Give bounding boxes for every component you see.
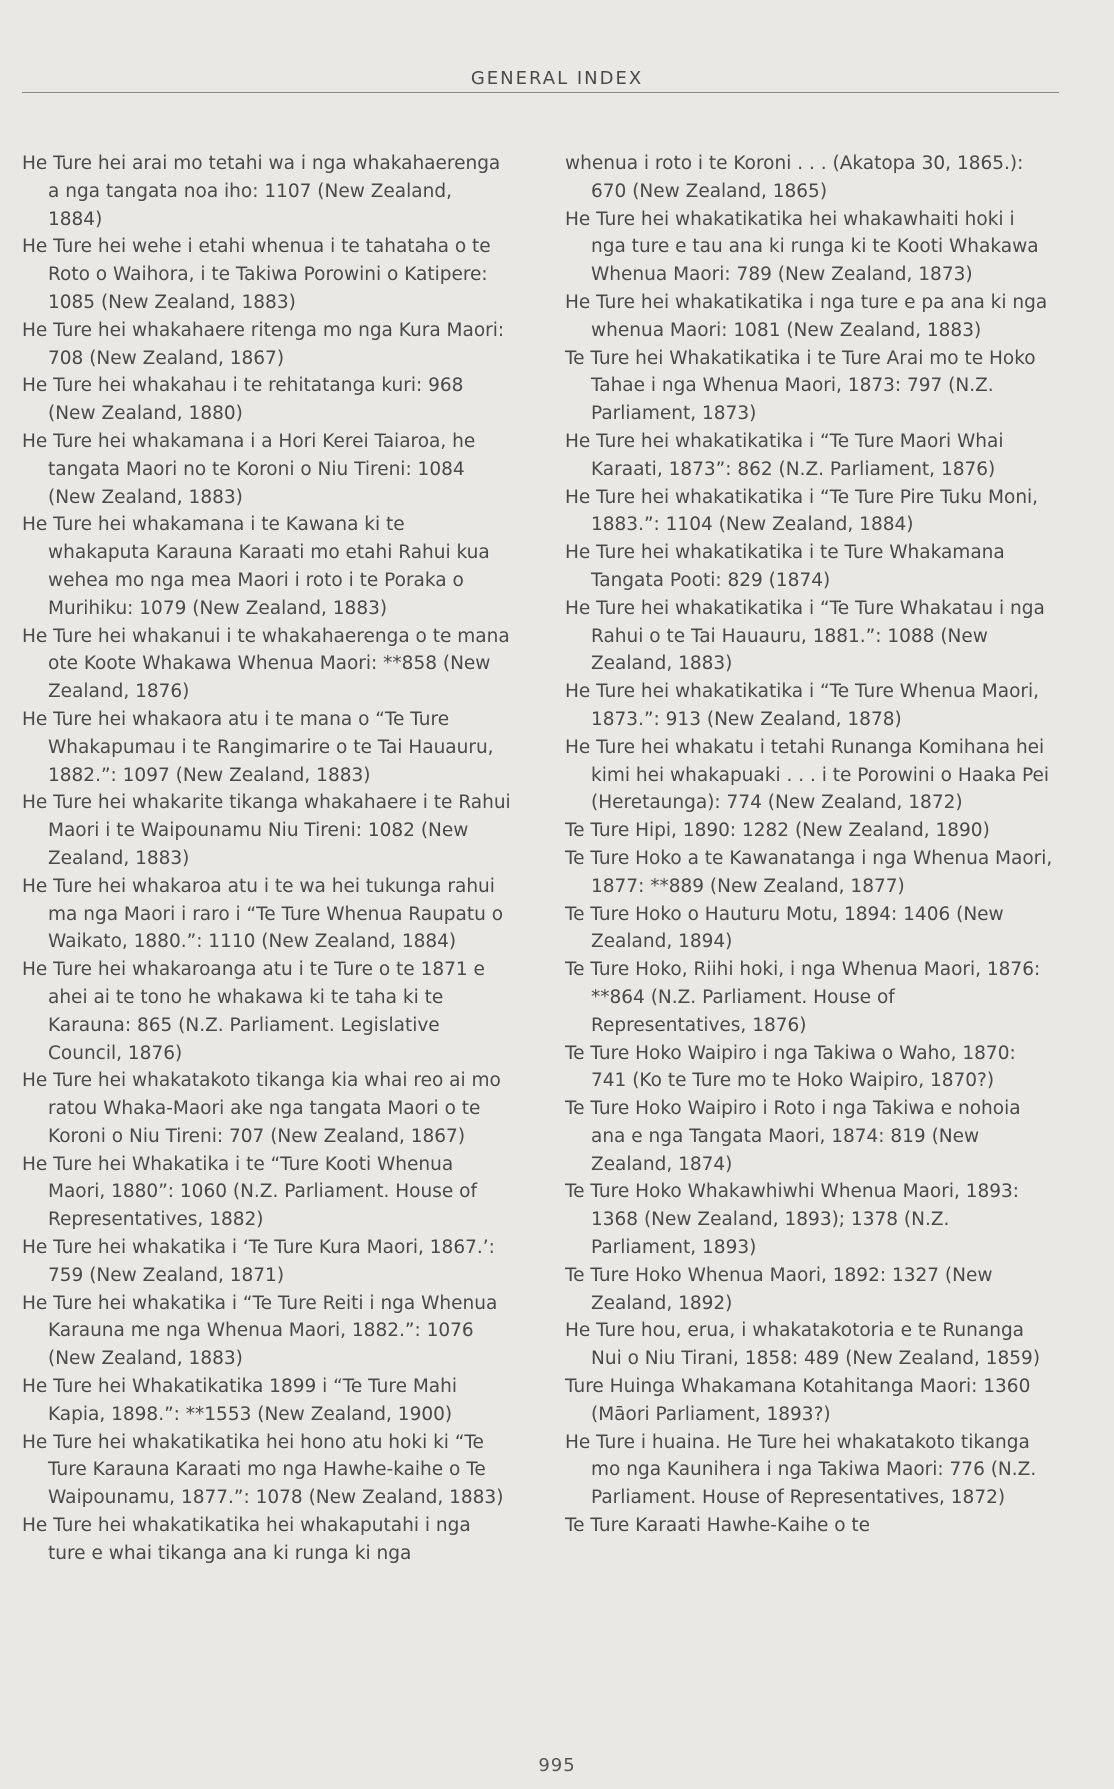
index-entry: Te Ture Hoko Whakawhiwhi Whenua Maori, 1893: 1368 (New Zealand, 1893); 1378 (N.Z. Parliament, 1893) xyxy=(565,1181,1020,1259)
right-column xyxy=(565,150,1055,1540)
index-entry: He Ture hei whakatakoto tikanga kia whai reo ai mo ratou Whaka-Maori ake nga tangata Maori o te Koroni o Niu Tireni: 707 (New Zealand, 1867) xyxy=(22,1070,501,1147)
index-entry: Te Ture Karaati Hawhe-Kaihe o te xyxy=(565,1515,871,1537)
running-head: GENERAL INDEX xyxy=(470,68,644,89)
index-entry: He Ture hei whakatika i “Te Ture Reiti i nga Whenua Karauna me nga Whenua Maori, 1882.”: 1076 (New Zealand, 1883) xyxy=(22,1292,498,1370)
index-entry: He Ture hei whakatikatika hei whakaputahi i nga ture e whai tikanga ana ki runga ki nga xyxy=(22,1515,471,1564)
index-entry: He Ture hei whakaroanga atu i te Ture o te 1871 e ahei ai te tono he whakawa ki te taha ki te Karauna: 865 (N.Z. Parliament. Legislative Council, 1876) xyxy=(22,959,485,1064)
index-entry: He Ture hei whakahaere ritenga mo nga Kura Maori: 708 (New Zealand, 1867) xyxy=(22,319,505,369)
index-entry: He Ture hei whakatikatika i “Te Ture Whakatau i nga Rahui o te Tai Hauauru, 1881.”: 1088 (New Zealand, 1883) xyxy=(565,597,1045,675)
index-entry: He Ture hei whakatikatika i “Te Ture Maori Whai Karaati, 1873”: 862 (N.Z. Parliament, 1876) xyxy=(565,430,1004,480)
index-entry: Te Ture Hoko Waipiro i Roto i nga Takiwa e nohoia ana e nga Tangata Maori, 1874: 819 (New Zealand, 1874) xyxy=(565,1098,1021,1175)
index-entry: Ture Huinga Whakamana Kotahitanga Maori: 1360 (Māori Parliament, 1893?) xyxy=(565,1376,1031,1425)
index-entry: He Ture hei whakamana i a Hori Kerei Taiaroa, he tangata Maori no te Koroni o Niu Tireni: 1084 (New Zealand, 1883) xyxy=(22,430,476,508)
index-entry: Te Ture Hoko a te Kawanatanga i nga Whenua Maori, 1877: **889 (New Zealand, 1877) xyxy=(565,847,1053,897)
index-entry: whenua i roto i te Koroni . . . (Akatopa 30, 1865.): 670 (New Zealand, 1865) xyxy=(565,153,1024,202)
index-entry: He Ture hou, erua, i whakatakotoria e te Runanga Nui o Niu Tirani, 1858: 489 (New Zealand, 1859) xyxy=(565,1320,1041,1370)
index-entry: He Ture hei whakatu i tetahi Runanga Komihana hei kimi hei whakapuaki . . . i te Porowini o Haaka Pei (Heretaunga): 774 (New Zealand, 1872) xyxy=(565,736,1050,814)
index-entry: Te Ture Hoko o Hauturu Motu, 1894: 1406 (New Zealand, 1894) xyxy=(565,903,1004,953)
index-entry: He Ture i huaina. He Ture hei whakatakoto tikanga mo nga Kaunihera i nga Takiwa Maori: 776 (N.Z. Parliament. House of Representatives, 1872) xyxy=(565,1431,1037,1509)
index-entry: He Ture hei arai mo tetahi wa i nga whakahaerenga a nga tangata noa iho: 1107 (New Zealand, 1884) xyxy=(22,153,501,230)
index-entry: He Ture hei whakatikatika hei hono atu hoki ki “Te Ture Karauna Karaati mo nga Hawhe-kaihe o Te Waipounamu, 1877.”: 1078 (New Zealand, 1883) xyxy=(22,1431,504,1509)
index-entry: He Ture hei whakatikatika i “Te Ture Whenua Maori, 1873.”: 913 (New Zealand, 1878) xyxy=(565,681,1040,730)
index-entry: He Ture hei whakahau i te rehitatanga kuri: 968 (New Zealand, 1880) xyxy=(22,375,464,425)
index-entry: He Ture hei whakamana i te Kawana ki te whakaputa Karauna Karaati mo etahi Rahui kua wehea mo nga mea Maori i roto i te Poraka o Murihiku: 1079 (New Zealand, 1883) xyxy=(22,514,490,619)
index-entry: He Ture hei whakaora atu i te mana o “Te Ture Whakapumau i te Rangimarire o te Tai Hauauru, 1882.”: 1097 (New Zealand, 1883) xyxy=(22,708,494,786)
index-entry: He Ture hei whakanui i te whakahaerenga o te mana ote Koote Whakawa Whenua Maori: **858 (New Zealand, 1876) xyxy=(22,625,510,703)
index-entry: Te Ture hei Whakatikatika i te Ture Arai mo te Hoko Tahae i nga Whenua Maori, 1873: 797 (N.Z. Parliament, 1873) xyxy=(565,347,1036,425)
index-entry: He Ture hei whakaroa atu i te wa hei tukunga rahui ma nga Maori i raro i “Te Ture Whenua Raupatu o Waikato, 1880.”: 1110 (New Zealand, 1884) xyxy=(22,875,504,953)
index-entry: Te Ture Hipi, 1890: 1282 (New Zealand, 1890) xyxy=(565,820,990,842)
index-entry: He Ture hei whakatika i ‘Te Ture Kura Maori, 1867.’: 759 (New Zealand, 1871) xyxy=(22,1237,495,1286)
index-entry: He Ture hei whakatikatika i te Ture Whakamana Tangata Pooti: 829 (1874) xyxy=(565,542,1005,591)
index-entry: He Ture hei whakarite tikanga whakahaere i te Rahui Maori i te Waipounamu Niu Tireni: 1082 (New Zealand, 1883) xyxy=(22,792,511,869)
index-entry: Te Ture Hoko Waipiro i nga Takiwa o Waho, 1870: 741 (Ko te Ture mo te Hoko Waipiro, 1870?) xyxy=(565,1042,1016,1092)
index-entry: Te Ture Hoko Whenua Maori, 1892: 1327 (New Zealand, 1892) xyxy=(565,1264,993,1314)
index-entry: He Ture hei wehe i etahi whenua i te tahataha o te Roto o Waihora, i te Takiwa Porowini o Katipere: 1085 (New Zealand, 1883) xyxy=(22,236,491,313)
index-entry: He Ture hei whakatikatika i nga ture e pa ana ki nga whenua Maori: 1081 (New Zealand, 1883) xyxy=(565,291,1048,341)
index-entry: Te Ture Hoko, Riihi hoki, i nga Whenua Maori, 1876: **864 (N.Z. Parliament. House of Representatives, 1876) xyxy=(565,959,1041,1036)
index-entry: He Ture hei whakatikatika hei whakawhaiti hoki i nga ture e tau ana ki runga ki te Kooti Whakawa Whenua Maori: 789 (New Zealand, 1873) xyxy=(565,208,1039,286)
index-entry: He Ture hei Whakatika i te “Ture Kooti Whenua Maori, 1880”: 1060 (N.Z. Parliament. House of Representatives, 1882) xyxy=(22,1153,477,1231)
left-column xyxy=(22,150,512,1568)
page-number: 995 xyxy=(538,1755,576,1776)
header-rule xyxy=(22,92,1059,93)
index-entry: He Ture hei whakatikatika i “Te Ture Pire Tuku Moni, 1883.”: 1104 (New Zealand, 1884) xyxy=(565,486,1039,536)
index-entry: He Ture hei Whakatikatika 1899 i “Te Ture Mahi Kapia, 1898.”: **1553 (New Zealand, 1900) xyxy=(22,1376,458,1425)
